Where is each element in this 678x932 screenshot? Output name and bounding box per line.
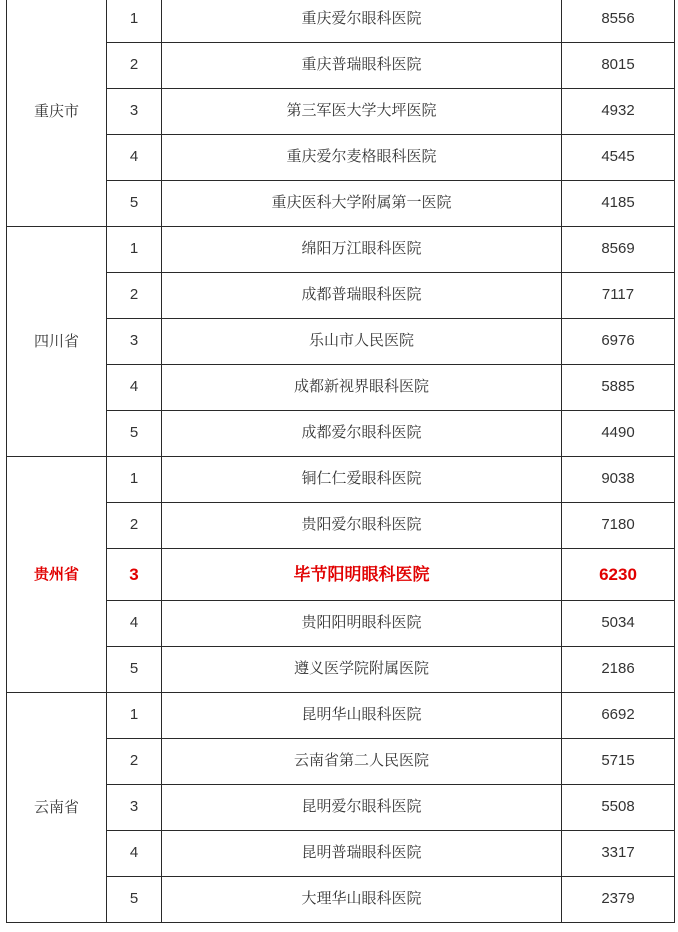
count-cell: 2379 [562, 877, 675, 923]
table-row [7, 43, 675, 89]
count-cell: 6230 [562, 549, 675, 601]
province-cell: 四川省 [7, 227, 107, 457]
count-cell: 4932 [562, 89, 675, 135]
rank-cell: 5 [107, 647, 162, 693]
table-row [7, 831, 675, 877]
hospital-name-cell: 乐山市人民医院 [162, 319, 562, 365]
count-cell: 5715 [562, 739, 675, 785]
hospital-name-cell: 重庆爱尔眼科医院 [162, 0, 562, 43]
count-cell: 5508 [562, 785, 675, 831]
table-row [7, 273, 675, 319]
table-body [7, 0, 675, 923]
hospital-name-cell: 昆明华山眼科医院 [162, 693, 562, 739]
rank-cell: 1 [107, 0, 162, 43]
hospital-name-cell: 大理华山眼科医院 [162, 877, 562, 923]
rank-cell: 4 [107, 831, 162, 877]
hospital-name-cell: 第三军医大学大坪医院 [162, 89, 562, 135]
count-cell: 8015 [562, 43, 675, 89]
rank-cell: 1 [107, 693, 162, 739]
count-cell: 8556 [562, 0, 675, 43]
hospital-name-cell: 昆明普瑞眼科医院 [162, 831, 562, 877]
table-row [7, 503, 675, 549]
table-row [7, 227, 675, 273]
rank-cell: 4 [107, 601, 162, 647]
count-cell: 5034 [562, 601, 675, 647]
table-row [7, 319, 675, 365]
rank-cell: 5 [107, 411, 162, 457]
hospital-name-cell: 昆明爱尔眼科医院 [162, 785, 562, 831]
rank-cell: 2 [107, 503, 162, 549]
table-row [7, 647, 675, 693]
table-row [7, 89, 675, 135]
table-row [7, 785, 675, 831]
hospital-name-cell: 成都普瑞眼科医院 [162, 273, 562, 319]
hospital-ranking-table [6, 0, 675, 923]
count-cell: 6692 [562, 693, 675, 739]
hospital-name-cell: 成都爱尔眼科医院 [162, 411, 562, 457]
rank-cell: 3 [107, 89, 162, 135]
rank-cell: 4 [107, 365, 162, 411]
count-cell: 4185 [562, 181, 675, 227]
hospital-name-cell: 重庆爱尔麦格眼科医院 [162, 135, 562, 181]
province-cell: 云南省 [7, 693, 107, 923]
count-cell: 7117 [562, 273, 675, 319]
rank-cell: 1 [107, 457, 162, 503]
table-row [7, 365, 675, 411]
hospital-name-cell: 云南省第二人民医院 [162, 739, 562, 785]
rank-cell: 2 [107, 273, 162, 319]
hospital-name-cell: 铜仁仁爱眼科医院 [162, 457, 562, 503]
table-row [7, 739, 675, 785]
rank-cell: 2 [107, 739, 162, 785]
hospital-name-cell: 成都新视界眼科医院 [162, 365, 562, 411]
count-cell: 6976 [562, 319, 675, 365]
count-cell: 4545 [562, 135, 675, 181]
rank-cell: 5 [107, 877, 162, 923]
rank-cell: 4 [107, 135, 162, 181]
hospital-name-cell: 遵义医学院附属医院 [162, 647, 562, 693]
count-cell: 4490 [562, 411, 675, 457]
rank-cell: 3 [107, 549, 162, 601]
province-cell: 重庆市 [7, 0, 107, 227]
hospital-name-cell: 毕节阳明眼科医院 [162, 549, 562, 601]
table-row [7, 877, 675, 923]
table-row [7, 0, 675, 43]
rank-cell: 1 [107, 227, 162, 273]
count-cell: 5885 [562, 365, 675, 411]
rank-cell: 3 [107, 319, 162, 365]
table-row [7, 549, 675, 601]
hospital-name-cell: 贵阳爱尔眼科医院 [162, 503, 562, 549]
hospital-name-cell: 贵阳阳明眼科医院 [162, 601, 562, 647]
table-row [7, 693, 675, 739]
table-row [7, 411, 675, 457]
count-cell: 9038 [562, 457, 675, 503]
count-cell: 2186 [562, 647, 675, 693]
count-cell: 8569 [562, 227, 675, 273]
hospital-name-cell: 绵阳万江眼科医院 [162, 227, 562, 273]
rank-cell: 5 [107, 181, 162, 227]
rank-cell: 2 [107, 43, 162, 89]
table-row [7, 181, 675, 227]
count-cell: 7180 [562, 503, 675, 549]
table-row [7, 601, 675, 647]
hospital-name-cell: 重庆普瑞眼科医院 [162, 43, 562, 89]
province-cell: 贵州省 [7, 457, 107, 693]
count-cell: 3317 [562, 831, 675, 877]
hospital-name-cell: 重庆医科大学附属第一医院 [162, 181, 562, 227]
table-row [7, 135, 675, 181]
table-row [7, 457, 675, 503]
rank-cell: 3 [107, 785, 162, 831]
